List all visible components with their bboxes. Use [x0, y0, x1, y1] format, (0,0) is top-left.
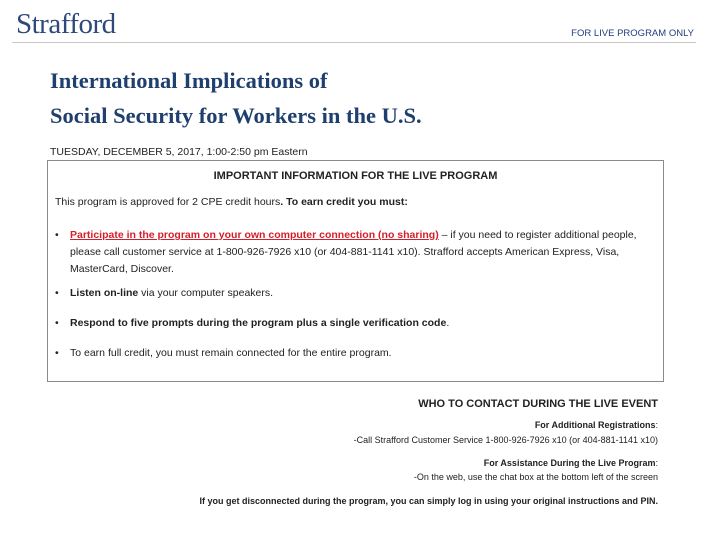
credit-intro-rest: . To earn credit you must:: [280, 196, 408, 208]
registrations-colon: :: [655, 420, 658, 430]
list-item: [55, 285, 655, 302]
header-divider: [12, 42, 696, 43]
assistance-label: For Assistance During the Live Program: [483, 458, 656, 468]
bullet-bold-text: Respond to five prompts during the program plus a single verification code: [70, 317, 447, 329]
title-line-2: Social Security for Workers in the U.S.: [50, 103, 422, 128]
assistance-heading: [484, 458, 658, 468]
own-connection-link[interactable]: Participate in the program on your own computer connection (no sharing): [70, 229, 439, 241]
strafford-logo: Strafford: [16, 8, 116, 40]
list-item: [55, 227, 655, 278]
bullet-bold-text: Listen on-line: [70, 287, 139, 299]
credit-intro: [55, 194, 655, 211]
assistance-colon: :: [655, 458, 658, 468]
page-title: [50, 63, 690, 133]
title-line-1: International Implications of: [50, 68, 328, 93]
registrations-heading: [535, 420, 658, 430]
important-info-box: [47, 160, 664, 382]
registrations-text: -Call Strafford Customer Service 1-800-926-7926 x10 (or 404-881-1141 x10): [353, 435, 658, 445]
list-item: [55, 315, 655, 332]
bullet-text: – if you need to register additional people, please call customer service at 1-800-926-7926 x10 (or 404-881-1141 x10). Strafford accepts American Express, Visa, MasterCard, Discover.: [70, 229, 637, 275]
contact-section-title: WHO TO CONTACT DURING THE LIVE EVENT: [418, 398, 658, 410]
bullet-text: To earn full credit, you must remain connected for the entire program.: [70, 347, 392, 359]
assistance-text: -On the web, use the chat box at the bottom left of the screen: [413, 472, 658, 482]
program-datetime: TUESDAY, DECEMBER 5, 2017, 1:00-2:50 pm Eastern: [50, 146, 308, 158]
bullet-icon: •: [55, 317, 59, 329]
credit-intro-text: This program is approved for 2 CPE credit hours: [55, 196, 281, 208]
bullet-text: via your computer speakers.: [138, 287, 274, 299]
bullet-icon: •: [55, 347, 59, 359]
live-program-notice: FOR LIVE PROGRAM ONLY: [571, 28, 694, 39]
bullet-text: .: [446, 317, 450, 329]
disconnect-notice: If you get disconnected during the program, you can simply log in using your original instructions and PIN.: [199, 496, 658, 506]
info-box-title: IMPORTANT INFORMATION FOR THE LIVE PROGRAM: [213, 170, 498, 182]
bullet-icon: •: [55, 287, 59, 299]
bullet-icon: •: [55, 229, 59, 241]
list-item: [55, 345, 655, 362]
registrations-label: For Additional Registrations: [534, 420, 656, 430]
